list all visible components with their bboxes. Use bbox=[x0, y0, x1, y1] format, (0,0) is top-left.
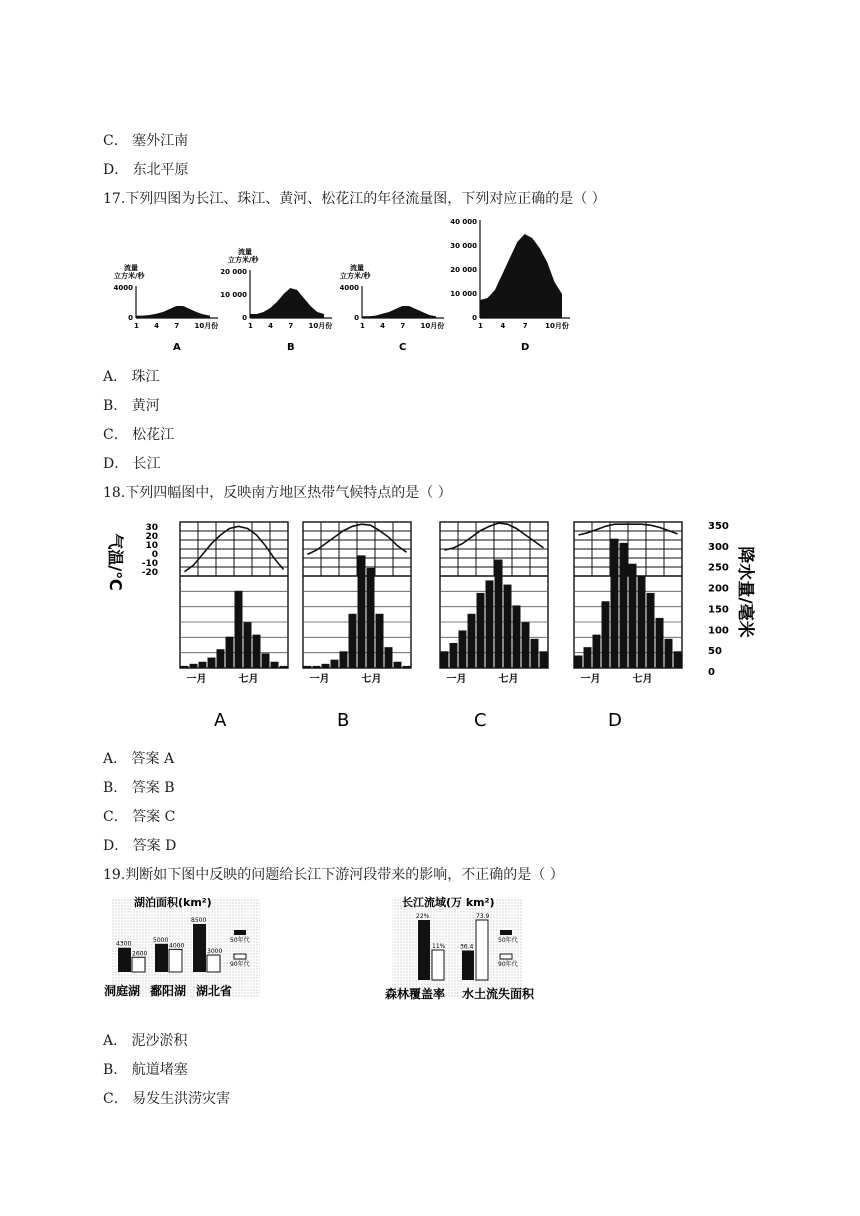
precip-bar bbox=[656, 618, 664, 668]
q17-option-d: D． 长江 bbox=[103, 456, 161, 472]
value-label: 2600 bbox=[132, 950, 148, 958]
right-tick-label: 100 bbox=[708, 625, 729, 637]
precip-bar bbox=[199, 662, 207, 668]
category-label: 水土流失面积 bbox=[462, 987, 535, 1001]
bar-50s bbox=[418, 920, 430, 980]
precip-bar bbox=[495, 560, 503, 668]
y-tick-label: 0 bbox=[242, 314, 247, 322]
month-label: 七月 bbox=[498, 674, 519, 685]
right-tick-label: 150 bbox=[708, 604, 729, 616]
q17-option-c: C． 松花江 bbox=[103, 427, 175, 443]
precip-bar bbox=[522, 622, 530, 668]
runoff-chart-a bbox=[114, 263, 219, 353]
x-tick-label: 10月份 bbox=[308, 322, 333, 330]
legend-swatch-50s bbox=[500, 930, 512, 935]
x-tick-label: 1 bbox=[134, 322, 139, 330]
left-tick-label: -20 bbox=[141, 568, 158, 578]
y-tick-label: 4000 bbox=[113, 284, 133, 292]
legend-swatch-90s bbox=[234, 954, 246, 959]
x-tick-label: 10月份 bbox=[194, 322, 219, 330]
q17-option-a: A． 珠江 bbox=[103, 369, 160, 385]
left-tick-label: 10 bbox=[145, 541, 158, 551]
precip-bar bbox=[226, 637, 234, 668]
precip-bar bbox=[665, 639, 673, 668]
left-axis-title: 气温/℃ bbox=[106, 533, 125, 591]
y-tick-label: 20 000 bbox=[220, 268, 247, 276]
value-label: 5000 bbox=[153, 936, 169, 944]
climate-chart-a bbox=[180, 522, 288, 731]
q16-option-c: C． 塞外江南 bbox=[103, 133, 189, 149]
bar-50s bbox=[155, 944, 168, 972]
precip-bar bbox=[459, 630, 467, 668]
panel-label: C bbox=[474, 710, 487, 731]
bar-90s bbox=[169, 949, 182, 972]
precip-bar bbox=[647, 593, 655, 668]
right-tick-label: 250 bbox=[708, 562, 729, 574]
right-tick-label: 0 bbox=[708, 667, 715, 678]
x-tick-label: 7 bbox=[174, 322, 180, 330]
q19-bar-charts bbox=[100, 890, 560, 1008]
y-tick-label: 20 000 bbox=[450, 266, 477, 274]
q19-option-c: C． 易发生洪涝灾害 bbox=[103, 1091, 231, 1107]
left-tick-label: 0 bbox=[151, 550, 158, 560]
month-label: 一月 bbox=[580, 674, 601, 685]
right-tick-label: 300 bbox=[708, 541, 729, 553]
precip-bar bbox=[674, 651, 682, 668]
category-label: 洞庭湖 bbox=[104, 984, 141, 998]
precip-bar bbox=[181, 666, 189, 668]
x-tick-label: 7 bbox=[522, 322, 528, 330]
legend-swatch-50s bbox=[234, 930, 246, 935]
y-tick-label: 30 000 bbox=[450, 242, 477, 250]
value-label: 4000 bbox=[169, 942, 185, 950]
panel-label: A bbox=[173, 342, 181, 353]
q18-option-a: A． 答案 A bbox=[103, 751, 175, 767]
unit-label: 流量 bbox=[350, 264, 364, 272]
runoff-area bbox=[362, 306, 436, 318]
precip-bar bbox=[441, 651, 449, 668]
q19-option-b: B． 航道堵塞 bbox=[103, 1062, 188, 1078]
x-tick-label: 1 bbox=[478, 322, 483, 330]
climate-chart-d bbox=[574, 522, 682, 731]
precip-bar bbox=[620, 543, 628, 668]
precip-bar bbox=[611, 539, 619, 668]
precip-bar bbox=[271, 662, 279, 668]
q16-option-d: D． 东北平原 bbox=[103, 162, 189, 178]
bar-90s bbox=[476, 920, 488, 980]
climate-chart-b bbox=[303, 522, 411, 731]
left-tick-label: 30 bbox=[145, 523, 158, 533]
precip-bar bbox=[349, 614, 357, 668]
precip-bar bbox=[322, 664, 330, 668]
precip-bar bbox=[313, 666, 321, 668]
legend-label: 90年代 bbox=[230, 961, 250, 968]
precip-bar bbox=[385, 647, 393, 668]
runoff-chart-c bbox=[340, 263, 445, 353]
panel-label: D bbox=[521, 342, 530, 353]
x-tick-label: 7 bbox=[288, 322, 294, 330]
precip-bar bbox=[394, 662, 402, 668]
precip-bar bbox=[513, 605, 521, 668]
value-label: 11% bbox=[432, 943, 446, 950]
bar-90s bbox=[132, 957, 145, 972]
y-tick-label: 10 000 bbox=[220, 291, 247, 299]
y-tick-label: 0 bbox=[472, 314, 477, 322]
precip-bar bbox=[358, 555, 366, 668]
left-tick-label: 20 bbox=[145, 532, 158, 542]
precip-bar bbox=[253, 635, 261, 668]
value-label: 4300 bbox=[116, 940, 132, 948]
q19-question: 19.判断如下图中反映的问题给长江下游河段带来的影响，不正确的是（ ） bbox=[103, 867, 564, 883]
precip-bar bbox=[540, 651, 548, 668]
x-tick-label: 7 bbox=[400, 322, 406, 330]
precip-bar bbox=[235, 591, 243, 668]
month-label: 七月 bbox=[361, 674, 382, 685]
precip-bar bbox=[244, 622, 252, 668]
left-chart-background bbox=[112, 898, 260, 998]
precip-bar bbox=[403, 666, 411, 668]
precip-bar bbox=[450, 643, 458, 668]
category-label: 森林覆盖率 bbox=[385, 987, 446, 1001]
panel-label: B bbox=[337, 710, 350, 731]
precip-bar bbox=[531, 639, 539, 668]
bar-90s bbox=[207, 955, 220, 972]
unit-label: 立方米/秒 bbox=[228, 256, 259, 264]
q18-climate-charts bbox=[100, 512, 760, 737]
value-label: 3000 bbox=[207, 948, 223, 956]
value-label: 8500 bbox=[191, 917, 207, 924]
unit-label: 流量 bbox=[124, 264, 138, 272]
panel-label: A bbox=[214, 710, 227, 731]
x-tick-label: 4 bbox=[500, 322, 506, 330]
right-tick-label: 50 bbox=[708, 646, 722, 658]
precip-bar bbox=[340, 651, 348, 668]
precip-bar bbox=[468, 614, 476, 668]
y-tick-label: 40 000 bbox=[450, 218, 477, 226]
x-tick-label: 4 bbox=[268, 322, 274, 330]
unit-label: 立方米/秒 bbox=[114, 272, 145, 280]
q17-option-b: B． 黄河 bbox=[103, 398, 160, 414]
right-tick-label: 200 bbox=[708, 583, 729, 595]
right-chart-background bbox=[392, 898, 522, 998]
precip-bar bbox=[575, 655, 583, 668]
x-tick-label: 10月份 bbox=[545, 322, 569, 330]
precip-bar bbox=[208, 658, 216, 668]
runoff-area bbox=[480, 234, 562, 318]
panel-label: D bbox=[608, 710, 622, 731]
precip-bar bbox=[504, 585, 512, 668]
runoff-chart-b bbox=[220, 247, 332, 353]
bar-90s bbox=[432, 950, 444, 980]
panel-label: C bbox=[399, 342, 407, 353]
runoff-area bbox=[250, 288, 324, 318]
value-label: 73.9 bbox=[476, 913, 490, 920]
precip-bar bbox=[638, 576, 646, 668]
precip-bar bbox=[376, 614, 384, 668]
q17-runoff-charts bbox=[100, 214, 580, 360]
panel-label: B bbox=[287, 342, 295, 353]
y-tick-label: 4000 bbox=[339, 284, 359, 292]
precip-bar bbox=[217, 649, 225, 668]
precip-bar bbox=[280, 666, 288, 668]
month-label: 七月 bbox=[632, 674, 653, 685]
q18-question: 18.下列四幅图中，反映南方地区热带气候特点的是（ ） bbox=[103, 485, 452, 501]
x-tick-label: 4 bbox=[154, 322, 160, 330]
precip-bar bbox=[629, 564, 637, 668]
month-label: 一月 bbox=[186, 674, 207, 685]
bar-50s bbox=[193, 924, 206, 972]
month-label: 一月 bbox=[309, 674, 330, 685]
category-label: 湖北省 bbox=[196, 984, 233, 998]
right-tick-label: 350 bbox=[708, 521, 729, 532]
bar-50s bbox=[462, 950, 474, 980]
climate-chart-c bbox=[440, 522, 548, 731]
precip-bar bbox=[477, 593, 485, 668]
q19-option-a: A． 泥沙淤积 bbox=[103, 1033, 188, 1049]
precip-bar bbox=[593, 635, 601, 668]
q17-question: 17.下列四图为长江、珠江、黄河、松花江的年径流量图，下列对应正确的是（ ） bbox=[103, 191, 606, 207]
q18-option-d: D． 答案 D bbox=[103, 838, 177, 854]
precip-bar bbox=[262, 653, 270, 668]
legend-label: 90年代 bbox=[498, 961, 518, 968]
x-tick-label: 1 bbox=[360, 322, 365, 330]
value-label: 22% bbox=[416, 913, 430, 920]
precip-bar bbox=[602, 601, 610, 668]
unit-label: 流量 bbox=[238, 248, 252, 256]
runoff-area bbox=[136, 306, 210, 318]
x-tick-label: 1 bbox=[248, 322, 253, 330]
bar-50s bbox=[118, 948, 131, 972]
precip-bar bbox=[304, 666, 312, 668]
left-tick-label: -10 bbox=[141, 559, 158, 569]
legend-swatch-90s bbox=[500, 954, 512, 959]
q18-option-c: C． 答案 C bbox=[103, 809, 176, 825]
month-label: 一月 bbox=[446, 674, 467, 685]
runoff-chart-d bbox=[450, 214, 570, 353]
left-chart-title: 湖泊面积(km²) bbox=[134, 896, 212, 909]
precip-bar bbox=[486, 580, 494, 668]
month-label: 七月 bbox=[238, 674, 259, 685]
unit-label: 立方米/秒 bbox=[340, 272, 371, 280]
value-label: 36.4 bbox=[460, 943, 474, 951]
y-tick-label: 0 bbox=[354, 314, 359, 322]
right-axis-title: 降水量/毫米 bbox=[735, 546, 755, 638]
precip-bar bbox=[367, 568, 375, 668]
right-chart-title: 长江流域(万 km²) bbox=[402, 896, 495, 909]
legend-label: 50年代 bbox=[498, 937, 518, 944]
category-label: 鄱阳湖 bbox=[150, 984, 187, 998]
q18-option-b: B． 答案 B bbox=[103, 780, 175, 796]
precip-bar bbox=[584, 647, 592, 668]
x-tick-label: 4 bbox=[380, 322, 386, 330]
x-tick-label: 10月份 bbox=[420, 322, 445, 330]
y-tick-label: 0 bbox=[128, 314, 133, 322]
y-tick-label: 10 000 bbox=[450, 290, 477, 298]
precip-bar bbox=[331, 660, 339, 668]
precip-bar bbox=[190, 664, 198, 668]
legend-label: 50年代 bbox=[230, 937, 250, 944]
